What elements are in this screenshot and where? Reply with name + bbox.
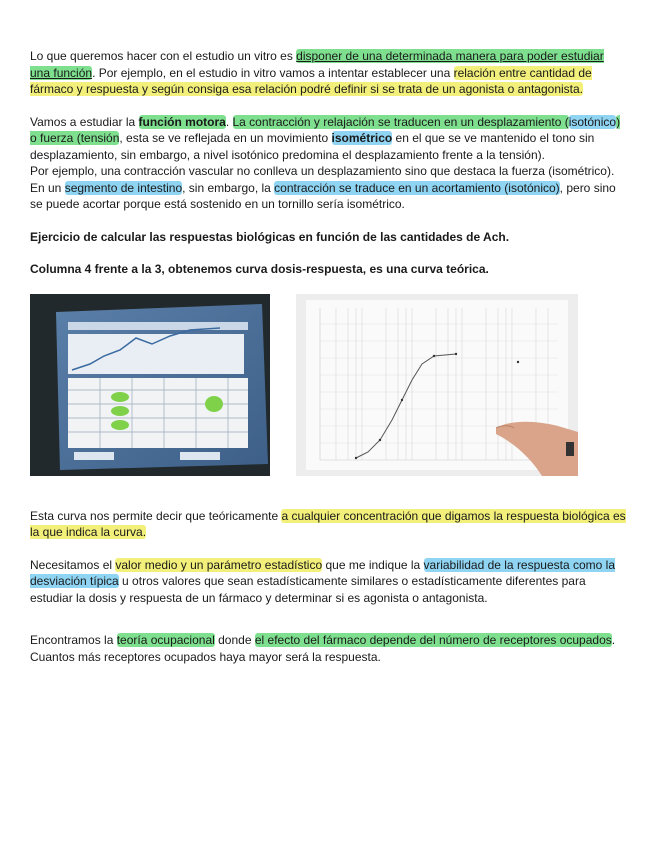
highlight-blue: segmento de intestino [64, 180, 183, 195]
projector-screen-image [30, 294, 270, 476]
paragraph-teoria-ocupacional [30, 632, 626, 665]
highlight-blue: contracción se traduce en un acortamiento (isotónico) [274, 180, 560, 195]
text: . Por ejemplo, en el estudio in vitro vamos a intentar establecer una [92, 65, 454, 80]
graph-paper-image [296, 294, 578, 476]
highlight-green: La contracción y relajación se traducen en un desplazamiento ( [232, 114, 569, 129]
highlight-green: el efecto del fármaco depende del número de receptores ocupados [254, 633, 612, 647]
document-page [30, 48, 626, 681]
highlight-green: ) o fuerza (tensión [30, 114, 621, 145]
projector-screen-photo [30, 294, 270, 476]
text: donde [214, 633, 255, 647]
highlight-yellow: relación entre cantidad de fármaco y respuesta y según consiga esa relación podré definir si se trata de un agonista o antagonista. [30, 65, 592, 96]
text: Necesitamos el [30, 557, 116, 572]
highlight-green-bold: función motora [138, 114, 226, 129]
text: , pero sino se puede acortar porque está sostenido en un tornillo sería isométrico. [30, 180, 616, 211]
text: Vamos a estudiar la [30, 114, 139, 129]
text: . [225, 114, 233, 129]
text: , sin embargo, la [182, 180, 275, 195]
text: , esta se ve reflejada en un movimiento [119, 131, 332, 145]
heading-columna: Columna 4 frente a la 3, obtenemos curva dosis-respuesta, es una curva teórica. [30, 262, 489, 276]
text: Esta curva nos permite decir que teóricamente [30, 508, 282, 523]
highlight-yellow: a cualquier concentración que digamos la respuesta biológica es la que indica la curva. [30, 508, 626, 539]
text: Por ejemplo, una contracción vascular no conlleva un desplazamiento sino que destaca la fuerza (isométrico). En un [30, 164, 615, 195]
highlight-blue-bold: isométrico [331, 131, 393, 145]
highlight-green: disponer de una determinada manera para poder estudiar una función [30, 49, 604, 80]
highlight-yellow: valor medio y un parámetro estadístico [115, 557, 323, 572]
highlight-blue: variabilidad de la respuesta como la desviación típica [30, 557, 615, 588]
heading-ejercicio: Ejercicio de calcular las respuestas biológicas en función de las cantidades de Ach. [30, 229, 510, 244]
text: Encontramos la [30, 633, 117, 647]
paragraph-curva [30, 508, 626, 541]
photos-row [30, 294, 626, 494]
text: Lo que queremos hacer con el estudio un vitro es [30, 49, 297, 63]
paragraph-in-vitro [30, 48, 626, 98]
text: en el que se ve mantenido el tono sin desplazamiento, sin embargo, a nivel isotónico predomina el desplazamiento frente a la tensión). [30, 131, 595, 162]
paragraph-estadistico [30, 557, 626, 607]
graph-paper-photo [296, 294, 578, 476]
paragraph-funcion-motora [30, 114, 626, 213]
text: u otros valores que sean estadísticamente similares o estadísticamente diferentes para estudiar la dosis y respuesta de un fármaco y determinar si es agonista o antagonista. [30, 574, 586, 605]
text: que me indique la [322, 557, 424, 572]
highlight-green: teoría ocupacional [116, 633, 215, 647]
text: . Cuantos más receptores ocupados haya mayor será la respuesta. [30, 633, 616, 664]
highlight-blue: isotónico [568, 114, 617, 129]
